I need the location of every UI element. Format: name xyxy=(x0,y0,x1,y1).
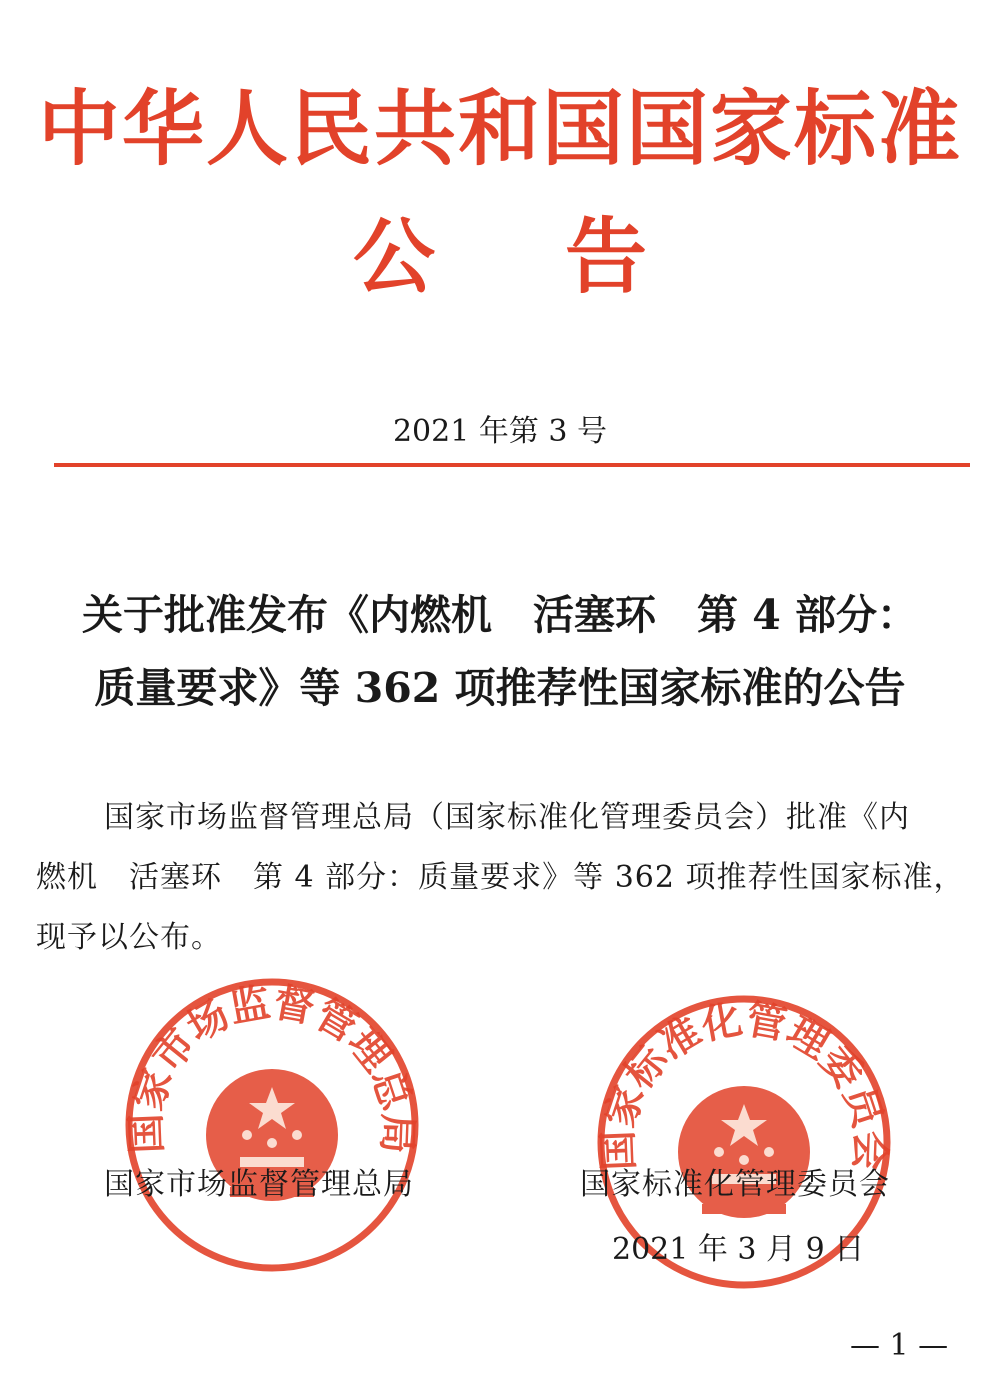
document-number: 2021 年第 3 号 xyxy=(392,414,608,449)
seal-right-text: 国家标准化管理委员会 xyxy=(595,996,893,1172)
issue-date: 2021 年 3 月 9 日 xyxy=(612,1232,865,1267)
page-number: — 1 — xyxy=(850,1328,949,1363)
issuer-right: 国家标准化管理委员会 xyxy=(580,1167,890,1202)
header-subtitle: 公告 xyxy=(352,210,777,305)
document-title-line-1: 关于批准发布《内燃机 活塞环 第 4 部分： xyxy=(81,591,919,639)
body-line-2: 燃机 活塞环 第 4 部分：质量要求》等 362 项推荐性国家标准， xyxy=(36,860,965,895)
body-line-3: 现予以公布。 xyxy=(36,920,222,955)
body-line-1: 国家市场监督管理总局（国家标准化管理委员会）批准《内 xyxy=(104,800,910,835)
document-title-line-2: 质量要求》等 362 项推荐性国家标准的公告 xyxy=(94,664,906,712)
issuer-left: 国家市场监督管理总局 xyxy=(104,1167,414,1202)
red-divider xyxy=(54,463,970,467)
seal-left-text: 国家市场监督管理总局 xyxy=(123,979,421,1155)
seal-market-regulation xyxy=(122,975,422,1275)
header-title: 中华人民共和国国家标准 xyxy=(37,82,962,177)
